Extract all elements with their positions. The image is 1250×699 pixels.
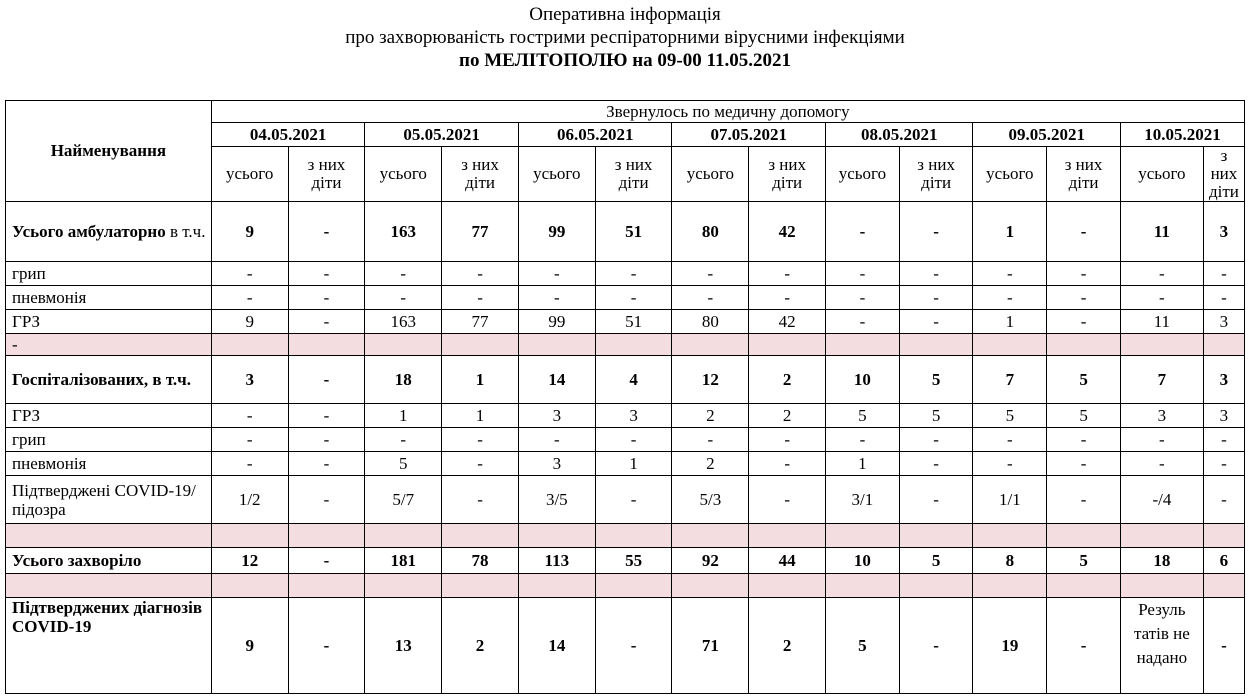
table-cell: 13 <box>365 598 442 694</box>
table-cell: 80 <box>672 202 749 262</box>
separator-cell <box>1120 334 1203 356</box>
table-cell: - <box>595 286 672 310</box>
table-row <box>6 428 1245 452</box>
date-header: 04.05.2021 <box>211 123 365 147</box>
table-cell: - <box>211 262 288 286</box>
table-cell: 2 <box>749 598 826 694</box>
row-label <box>6 428 212 452</box>
row-label <box>6 202 212 262</box>
table-cell: 3 <box>595 404 672 428</box>
row-label <box>6 356 212 404</box>
table-cell: 3 <box>1203 202 1244 262</box>
separator-cell <box>1047 524 1121 548</box>
date-header: 07.05.2021 <box>672 123 826 147</box>
table-cell: - <box>365 428 442 452</box>
table-cell: 3 <box>1203 356 1244 404</box>
table-cell: 1 <box>826 452 900 476</box>
table-cell: 5/3 <box>672 476 749 524</box>
table-cell: 3 <box>518 404 595 428</box>
separator-row <box>6 574 1245 598</box>
table-cell: 5 <box>1047 404 1121 428</box>
table-cell: 77 <box>442 202 519 262</box>
header-subtitle: про захворюваність гострими респіраторними вірусними інфекціями <box>345 27 905 48</box>
table-cell: 99 <box>518 202 595 262</box>
table-cell: 1 <box>973 310 1047 334</box>
subheader-children <box>1047 147 1121 202</box>
table-cell: - <box>1047 310 1121 334</box>
subheader-children-line1: з них <box>1210 146 1238 183</box>
table-cell: 9 <box>211 202 288 262</box>
table-cell: 5 <box>899 548 973 574</box>
table-cell: 5 <box>365 452 442 476</box>
table-cell: 3/5 <box>518 476 595 524</box>
separator-row <box>6 524 1245 548</box>
table-cell: - <box>672 286 749 310</box>
table-cell: 92 <box>672 548 749 574</box>
table-cell: - <box>826 202 900 262</box>
name-column-header: Найменування <box>6 101 212 202</box>
subheader-total: усього <box>211 147 288 202</box>
subheader-children <box>1203 147 1244 202</box>
table-cell: - <box>1047 476 1121 524</box>
table-row <box>6 476 1245 524</box>
separator-cell <box>899 334 973 356</box>
table-cell: - <box>365 286 442 310</box>
separator-cell <box>518 574 595 598</box>
table-cell: 9 <box>211 310 288 334</box>
table-cell: - <box>211 286 288 310</box>
table-cell: - <box>442 476 519 524</box>
subheader-children <box>749 147 826 202</box>
report-header <box>0 0 1250 96</box>
separator-cell <box>749 574 826 598</box>
separator-cell <box>672 334 749 356</box>
table-cell: 19 <box>973 598 1047 694</box>
row-label <box>6 404 212 428</box>
table-cell: - <box>518 428 595 452</box>
table-cell: - <box>1120 286 1203 310</box>
table-cell: 51 <box>595 202 672 262</box>
table-cell: 5 <box>1047 548 1121 574</box>
table-row <box>6 598 1245 694</box>
table-cell: 55 <box>595 548 672 574</box>
row-label-text: Госпіталізованих, в т.ч. <box>12 370 192 389</box>
table-cell: 2 <box>672 452 749 476</box>
table-row <box>6 452 1245 476</box>
row-label <box>6 452 212 476</box>
table-cell: 77 <box>442 310 519 334</box>
separator-cell <box>672 574 749 598</box>
separator-cell <box>211 524 288 548</box>
table-cell: 42 <box>749 202 826 262</box>
table-cell: 1/2 <box>211 476 288 524</box>
separator-cell <box>595 524 672 548</box>
separator-cell <box>442 574 519 598</box>
table-cell: - <box>826 310 900 334</box>
table-cell: - <box>1203 286 1244 310</box>
table-cell: - <box>973 286 1047 310</box>
separator-cell <box>1203 524 1244 548</box>
separator-cell: - <box>6 334 212 356</box>
row-label <box>6 286 212 310</box>
table-cell: - <box>899 452 973 476</box>
table-cell: - <box>442 452 519 476</box>
subheader-children-line1: з них <box>768 155 806 174</box>
table-cell: - <box>899 202 973 262</box>
report-table <box>5 100 1245 694</box>
subheader-total: усього <box>365 147 442 202</box>
date-header: 09.05.2021 <box>973 123 1120 147</box>
table-cell: - <box>211 452 288 476</box>
table-cell: - <box>899 598 973 694</box>
row-label-text: грип <box>12 264 46 283</box>
table-cell: - <box>442 428 519 452</box>
separator-cell <box>6 524 212 548</box>
table-cell: 6 <box>1203 548 1244 574</box>
subheader-children-line2: діти <box>921 173 952 192</box>
table-cell: 3 <box>1120 404 1203 428</box>
table-cell: 5 <box>973 404 1047 428</box>
separator-cell <box>288 574 365 598</box>
separator-cell <box>899 524 973 548</box>
subheader-children <box>595 147 672 202</box>
table-cell: 163 <box>365 310 442 334</box>
table-row <box>6 202 1245 262</box>
row-label-text: Підтверджені COVID-19/підозра <box>12 480 196 519</box>
table-cell: 14 <box>518 598 595 694</box>
table-cell: 5 <box>899 404 973 428</box>
date-header: 05.05.2021 <box>365 123 519 147</box>
table-cell: 3 <box>211 356 288 404</box>
table-cell: 1 <box>442 356 519 404</box>
table-row <box>6 548 1245 574</box>
subheader-children-line2: діти <box>1068 173 1099 192</box>
note-cell: Резуль татів не надано <box>1120 598 1203 694</box>
table-cell: 163 <box>365 202 442 262</box>
table-cell: - <box>899 476 973 524</box>
table-cell: 1 <box>365 404 442 428</box>
table-cell: - <box>211 404 288 428</box>
table-cell: 2 <box>442 598 519 694</box>
separator-cell <box>973 334 1047 356</box>
row-label <box>6 476 212 524</box>
table-cell: - <box>826 428 900 452</box>
table-cell: - <box>288 598 365 694</box>
separator-cell <box>1047 574 1121 598</box>
table-cell: - <box>211 428 288 452</box>
subheader-children-line1: з них <box>307 155 346 174</box>
separator-cell <box>365 574 442 598</box>
separator-cell <box>595 574 672 598</box>
table-cell: - <box>1203 598 1244 694</box>
table-cell: - <box>288 202 365 262</box>
table-cell: - <box>1047 202 1121 262</box>
subheader-children-line2: діти <box>311 173 342 192</box>
header-title: Оперативна інформація <box>529 4 721 25</box>
separator-cell <box>365 334 442 356</box>
subheader-total: усього <box>1120 147 1203 202</box>
table-head <box>6 101 1245 202</box>
separator-cell <box>899 574 973 598</box>
table-cell: - <box>442 262 519 286</box>
table-cell: - <box>749 476 826 524</box>
table-cell: 181 <box>365 548 442 574</box>
table-cell: 51 <box>595 310 672 334</box>
row-label-text: Усього амбулаторно <box>12 222 166 241</box>
table-cell: - <box>973 262 1047 286</box>
row-label-text: Усього захворіло <box>12 551 142 570</box>
table-cell: - <box>899 286 973 310</box>
subheader-children-line2: діти <box>618 173 649 192</box>
separator-cell <box>211 574 288 598</box>
subheader-children-line2: діти <box>465 173 495 192</box>
table-cell: - <box>365 262 442 286</box>
table-cell: - <box>1047 262 1121 286</box>
table-cell: - <box>288 356 365 404</box>
separator-cell <box>442 334 519 356</box>
subheader-children <box>288 147 365 202</box>
separator-cell <box>749 524 826 548</box>
separator-cell <box>211 334 288 356</box>
table-cell: - <box>1047 286 1121 310</box>
table-cell: - <box>595 476 672 524</box>
table-body <box>6 202 1245 694</box>
row-label-text: пневмонія <box>12 288 87 307</box>
row-label <box>6 598 212 694</box>
subheader-children <box>899 147 973 202</box>
table-cell: 1 <box>973 202 1047 262</box>
table-cell: 99 <box>518 310 595 334</box>
table-cell: 5/7 <box>365 476 442 524</box>
separator-cell <box>595 334 672 356</box>
table-row <box>6 310 1245 334</box>
table-cell: - <box>1047 452 1121 476</box>
separator-cell <box>288 334 365 356</box>
separator-cell <box>518 334 595 356</box>
table-cell: 1 <box>595 452 672 476</box>
table-cell: - <box>1047 598 1121 694</box>
table-cell: - <box>1120 262 1203 286</box>
separator-cell <box>826 334 900 356</box>
table-cell: - <box>672 262 749 286</box>
separator-cell <box>749 334 826 356</box>
separator-cell <box>672 524 749 548</box>
table-cell: 7 <box>973 356 1047 404</box>
table-cell: 71 <box>672 598 749 694</box>
table-cell: 113 <box>518 548 595 574</box>
table-cell: - <box>749 428 826 452</box>
table-cell: 9 <box>211 598 288 694</box>
row-label-text: ГРЗ <box>12 406 41 425</box>
header-city-date: по МЕЛІТОПОЛЮ на 09-00 11.05.2021 <box>459 50 791 71</box>
table-cell: - <box>749 286 826 310</box>
separator-cell <box>1203 574 1244 598</box>
row-label-suffix: в т.ч. <box>165 222 206 241</box>
table-cell: - <box>826 262 900 286</box>
table-cell: 3 <box>1203 404 1244 428</box>
table-cell: 14 <box>518 356 595 404</box>
table-cell: - <box>288 262 365 286</box>
table-cell: 5 <box>1047 356 1121 404</box>
table-cell: - <box>1120 428 1203 452</box>
table-cell: 42 <box>749 310 826 334</box>
table-cell: -/4 <box>1120 476 1203 524</box>
separator-cell <box>365 524 442 548</box>
table-cell: 4 <box>595 356 672 404</box>
table-cell: 7 <box>1120 356 1203 404</box>
table-cell: - <box>749 452 826 476</box>
table-row <box>6 356 1245 404</box>
table-cell: - <box>826 286 900 310</box>
separator-cell <box>1047 334 1121 356</box>
row-label <box>6 310 212 334</box>
table-cell: 2 <box>672 404 749 428</box>
table-cell: - <box>288 548 365 574</box>
table-cell: 5 <box>899 356 973 404</box>
separator-cell <box>1120 524 1203 548</box>
table-row <box>6 404 1245 428</box>
subheader-total: усього <box>672 147 749 202</box>
table-cell: - <box>749 262 826 286</box>
table-cell: 10 <box>826 356 900 404</box>
table-cell: 2 <box>749 404 826 428</box>
separator-cell <box>442 524 519 548</box>
table-cell: - <box>1203 452 1244 476</box>
table-cell: - <box>899 428 973 452</box>
subheader-children-line1: з них <box>461 155 499 174</box>
table-cell: - <box>973 428 1047 452</box>
subheader-children-line2: діти <box>1208 182 1239 201</box>
table-cell: - <box>288 404 365 428</box>
table-cell: 18 <box>365 356 442 404</box>
subheader-total: усього <box>973 147 1047 202</box>
row-label-text: пневмонія <box>12 454 87 473</box>
subheader-total: усього <box>826 147 900 202</box>
separator-cell <box>973 524 1047 548</box>
table-row <box>6 262 1245 286</box>
table-cell: 80 <box>672 310 749 334</box>
table-cell: - <box>288 476 365 524</box>
table-cell: - <box>1047 428 1121 452</box>
table-cell: 12 <box>211 548 288 574</box>
date-header: 06.05.2021 <box>518 123 672 147</box>
separator-cell <box>1203 334 1244 356</box>
table-cell: 11 <box>1120 202 1203 262</box>
subheader-children-line1: з них <box>1064 155 1103 174</box>
table-cell: - <box>442 286 519 310</box>
subheader-children-line1: з них <box>614 155 653 174</box>
table-cell: 10 <box>826 548 900 574</box>
table-cell: - <box>288 286 365 310</box>
row-label-text: грип <box>12 430 46 449</box>
table-cell: - <box>1120 452 1203 476</box>
table-cell: 8 <box>973 548 1047 574</box>
table-cell: - <box>288 452 365 476</box>
table-cell: - <box>518 286 595 310</box>
separator-cell <box>518 524 595 548</box>
table-cell: - <box>288 310 365 334</box>
table-cell: 12 <box>672 356 749 404</box>
table-row <box>6 286 1245 310</box>
table-cell: - <box>899 310 973 334</box>
table-cell: 1 <box>442 404 519 428</box>
table-cell: - <box>595 428 672 452</box>
subheader-children-line1: з них <box>917 155 955 174</box>
table-cell: 78 <box>442 548 519 574</box>
subheader-total: усього <box>518 147 595 202</box>
subheader-children <box>442 147 519 202</box>
separator-cell <box>826 524 900 548</box>
group-header-row <box>6 101 1245 123</box>
separator-cell <box>288 524 365 548</box>
table-cell: 1/1 <box>973 476 1047 524</box>
table-cell: 11 <box>1120 310 1203 334</box>
table-cell: 5 <box>826 598 900 694</box>
separator-row <box>6 334 1245 356</box>
table-cell: - <box>518 262 595 286</box>
table-cell: - <box>973 452 1047 476</box>
table-cell: 3 <box>518 452 595 476</box>
separator-cell <box>973 574 1047 598</box>
table-cell: - <box>595 598 672 694</box>
table-cell: 5 <box>826 404 900 428</box>
table-cell: - <box>595 262 672 286</box>
table-cell: 44 <box>749 548 826 574</box>
row-label <box>6 262 212 286</box>
table-cell: - <box>1203 428 1244 452</box>
row-label <box>6 548 212 574</box>
table-cell: 3 <box>1203 310 1244 334</box>
table-cell: 18 <box>1120 548 1203 574</box>
table-cell: - <box>288 428 365 452</box>
subheader-children-line2: діти <box>772 173 803 192</box>
table-cell: - <box>1203 476 1244 524</box>
separator-cell <box>6 574 212 598</box>
row-label-text: Підтверджених діагнозів COVID-19 <box>12 598 203 636</box>
separator-cell <box>826 574 900 598</box>
table-cell: - <box>1203 262 1244 286</box>
table-cell: - <box>899 262 973 286</box>
separator-cell <box>1120 574 1203 598</box>
table-cell: 3/1 <box>826 476 900 524</box>
group-header: Звернулось по медичну допомогу <box>211 101 1244 123</box>
row-label-text: ГРЗ <box>12 312 41 331</box>
date-header: 10.05.2021 <box>1120 123 1244 147</box>
table-cell: - <box>672 428 749 452</box>
table-cell: 2 <box>749 356 826 404</box>
date-header: 08.05.2021 <box>826 123 973 147</box>
